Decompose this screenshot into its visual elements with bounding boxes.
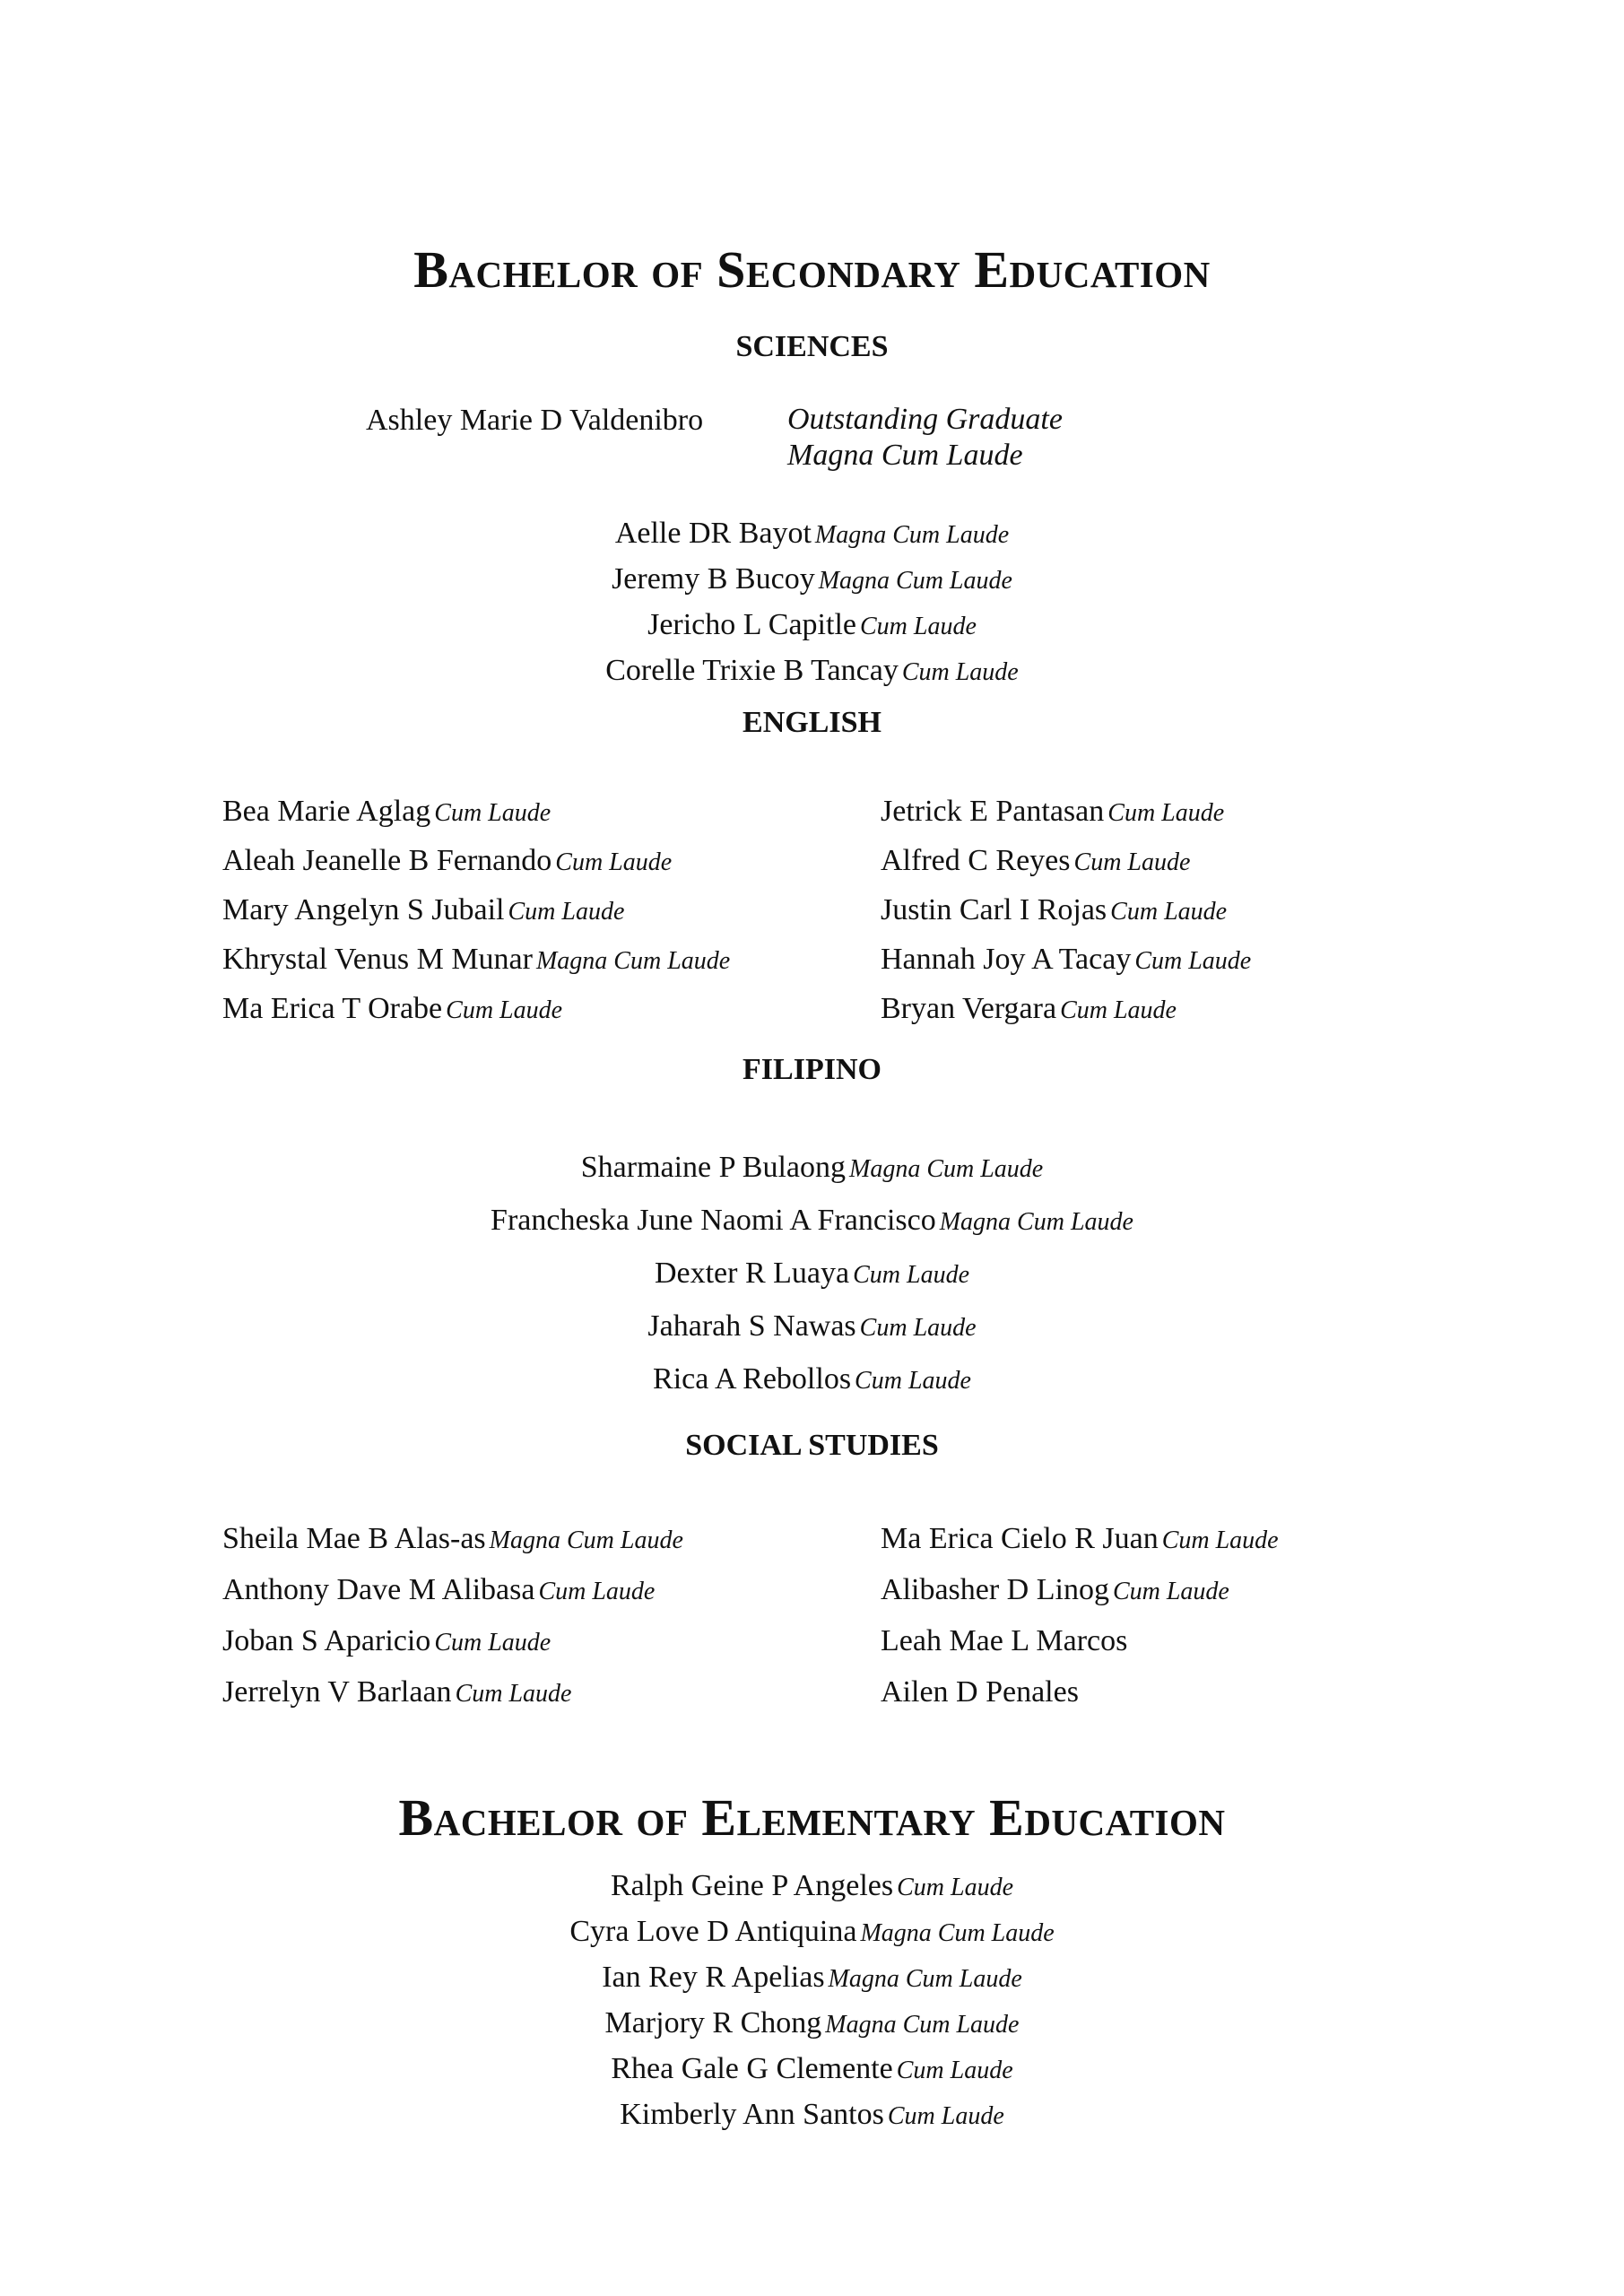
list-item: Marjory R Chong Magna Cum Laude (604, 2006, 1020, 2039)
featured-honor-magna: Magna Cum Laude (787, 439, 1023, 472)
list-item: Jetrick E Pantasan Cum Laude (881, 795, 1225, 828)
bse-title: Bachelor of Secondary Education (413, 240, 1211, 299)
list-item: Jeremy B Bucoy Magna Cum Laude (612, 562, 1012, 596)
list-item: Ma Erica Cielo R Juan Cum Laude (881, 1522, 1279, 1555)
list-item: Dexter R Luaya Cum Laude (654, 1257, 970, 1290)
social-studies-heading: SOCIAL STUDIES (685, 1429, 939, 1462)
list-item: Kimberly Ann Santos Cum Laude (620, 2098, 1004, 2131)
list-item: Bryan Vergara Cum Laude (881, 992, 1177, 1025)
list-item: Cyra Love D Antiquina Magna Cum Laude (569, 1915, 1055, 1948)
list-item: Sheila Mae B Alas-as Magna Cum Laude (222, 1522, 683, 1555)
list-item: Corelle Trixie B Tancay Cum Laude (605, 654, 1019, 687)
list-item: Alfred C Reyes Cum Laude (881, 844, 1191, 877)
list-item: Rica A Rebollos Cum Laude (653, 1362, 971, 1396)
list-item: Bea Marie Aglag Cum Laude (222, 795, 551, 828)
list-item: Jericho L Capitle Cum Laude (647, 608, 977, 641)
social-studies-list-left (222, 1516, 683, 1720)
english-list-left (222, 789, 730, 1036)
featured-honor-outstanding: Outstanding Graduate (787, 403, 1063, 436)
list-item: Alibasher D Linog Cum Laude (881, 1573, 1229, 1606)
list-item: Jerrelyn V Barlaan Cum Laude (222, 1675, 572, 1709)
list-item: Jaharah S Nawas Cum Laude (647, 1309, 977, 1343)
sciences-list (0, 513, 1624, 696)
sciences-heading: SCIENCES (735, 330, 889, 363)
social-studies-list-right (881, 1516, 1279, 1720)
list-item: Aelle DR Bayot Magna Cum Laude (614, 517, 1010, 550)
bee-title: Bachelor of Elementary Education (398, 1788, 1226, 1847)
list-item: Anthony Dave M Alibasa Cum Laude (222, 1573, 656, 1606)
list-item: Ralph Geine P Angeles Cum Laude (611, 1869, 1013, 1902)
english-heading: ENGLISH (743, 706, 881, 739)
list-item: Aleah Jeanelle B Fernando Cum Laude (222, 844, 673, 877)
list-item: Ma Erica T Orabe Cum Laude (222, 992, 563, 1025)
filipino-heading: FILIPINO (743, 1053, 881, 1086)
featured-graduate-honors (787, 402, 1063, 474)
bee-list (0, 1866, 1624, 2140)
list-item: Khrystal Venus M Munar Magna Cum Laude (222, 943, 731, 976)
english-list-right (881, 789, 1251, 1036)
list-item: Ailen D Penales (881, 1675, 1079, 1709)
list-item: Sharmaine P Bulaong Magna Cum Laude (580, 1151, 1044, 1184)
list-item: Joban S Aparicio Cum Laude (222, 1624, 551, 1657)
list-item: Rhea Gale G Clemente Cum Laude (611, 2052, 1013, 2085)
filipino-list (0, 1144, 1624, 1408)
list-item: Francheska June Naomi A Francisco Magna Cum Laude (491, 1204, 1133, 1237)
featured-graduate-name: Ashley Marie D Valdenibro (366, 404, 704, 437)
list-item: Mary Angelyn S Jubail Cum Laude (222, 893, 625, 926)
list-item: Justin Carl I Rojas Cum Laude (881, 893, 1228, 926)
list-item: Hannah Joy A Tacay Cum Laude (881, 943, 1252, 976)
list-item: Leah Mae L Marcos (881, 1624, 1128, 1657)
list-item: Ian Rey R Apelias Magna Cum Laude (602, 1961, 1022, 1994)
